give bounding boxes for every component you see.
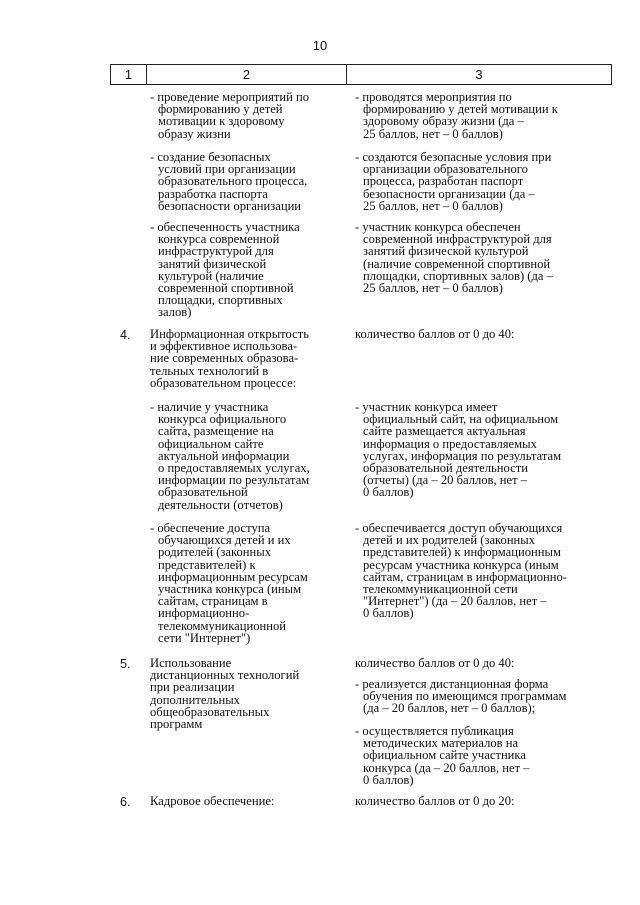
score-text: - создаются безопасные условия при организации образовательного процесса, разработан паспорт безопасности организации (да – 25 баллов, нет – 0 баллов) — [355, 150, 552, 213]
score-range: количество баллов от 0 до 20: — [355, 794, 515, 808]
header-col-1: 1 — [111, 65, 147, 84]
criterion-text: - наличие у участника конкурса официального сайта, размещение на официальном сайте актуальной информации о предоставляемых услугах, информации по результатам образовательной деятельности (отчетов) — [150, 400, 310, 512]
score-text: - реализуется дистанционная форма обучения по имеющимся программам (да – 20 баллов, нет – 0 баллов); — [355, 677, 567, 716]
section-number: 5. — [120, 657, 131, 671]
section-title: Использование дистанционных технологий при реализации дополнительных общеобразовательных программ — [150, 656, 300, 732]
section-title: Информационная открытость и эффективное использова- ние современных образова- тельных технологий в образовательном процессе: — [150, 327, 309, 390]
score-range: количество баллов от 0 до 40: — [355, 656, 515, 670]
header-col-3: 3 — [475, 67, 483, 82]
page-number: 10 — [312, 38, 328, 53]
criterion-text: - обеспеченность участника конкурса современной инфраструктурой для занятий физической культурой (наличие современной спортивной площадки, спортивных залов) — [150, 220, 300, 320]
score-text: - участник конкурса имеет официальный сайт, на официальном сайте размещается актуальная информация о предоставляемых услугах, информация по результатам образовательной деятельности (отчеты) (да – 20 баллов, нет – 0 баллов) — [355, 400, 562, 500]
score-text: - проводятся мероприятия по формированию у детей мотивации к здоровому образу жизни (да – 25 баллов, нет – 0 баллов) — [355, 90, 558, 141]
table-header-row — [110, 64, 612, 85]
score-range: количество баллов от 0 до 40: — [355, 327, 515, 341]
criterion-text: - обеспечение доступа обучающихся детей и их родителей (законных представителей) к информационным ресурсам участника конкурса (иным сайтам, страницам в информационно- телекоммуникационной сети "Интернет") — [150, 521, 308, 645]
criterion-text: - проведение мероприятий по формированию у детей мотивации к здоровому образу жизни — [150, 90, 310, 141]
header-col-2: 2 — [147, 65, 347, 84]
criterion-text: - создание безопасных условий при организации образовательного процесса, разработка паспорта безопасности организации — [150, 150, 308, 213]
score-text: - осуществляется публикация методических материалов на официальном сайте участника конкурса (да – 20 баллов, нет – 0 баллов) — [355, 724, 530, 787]
score-text: - обеспечивается доступ обучающихся детей и их родителей (законных представителей) к информационным ресурсам участника конкурса (иным сайтам, страницам в информационно- телекоммуникационной сети "Интернет") (да – 20 баллов, нет – 0 баллов) — [355, 521, 568, 621]
section-number: 4. — [120, 328, 131, 342]
section-number: 6. — [120, 795, 131, 809]
section-title: Кадровое обеспечение: — [150, 794, 275, 808]
score-text: - участник конкурса обеспечен современной инфраструктурой для занятий физической культурой (наличие современной спортивной площадки, спортивных залов) (да – 25 баллов, нет – 0 баллов) — [355, 220, 553, 296]
